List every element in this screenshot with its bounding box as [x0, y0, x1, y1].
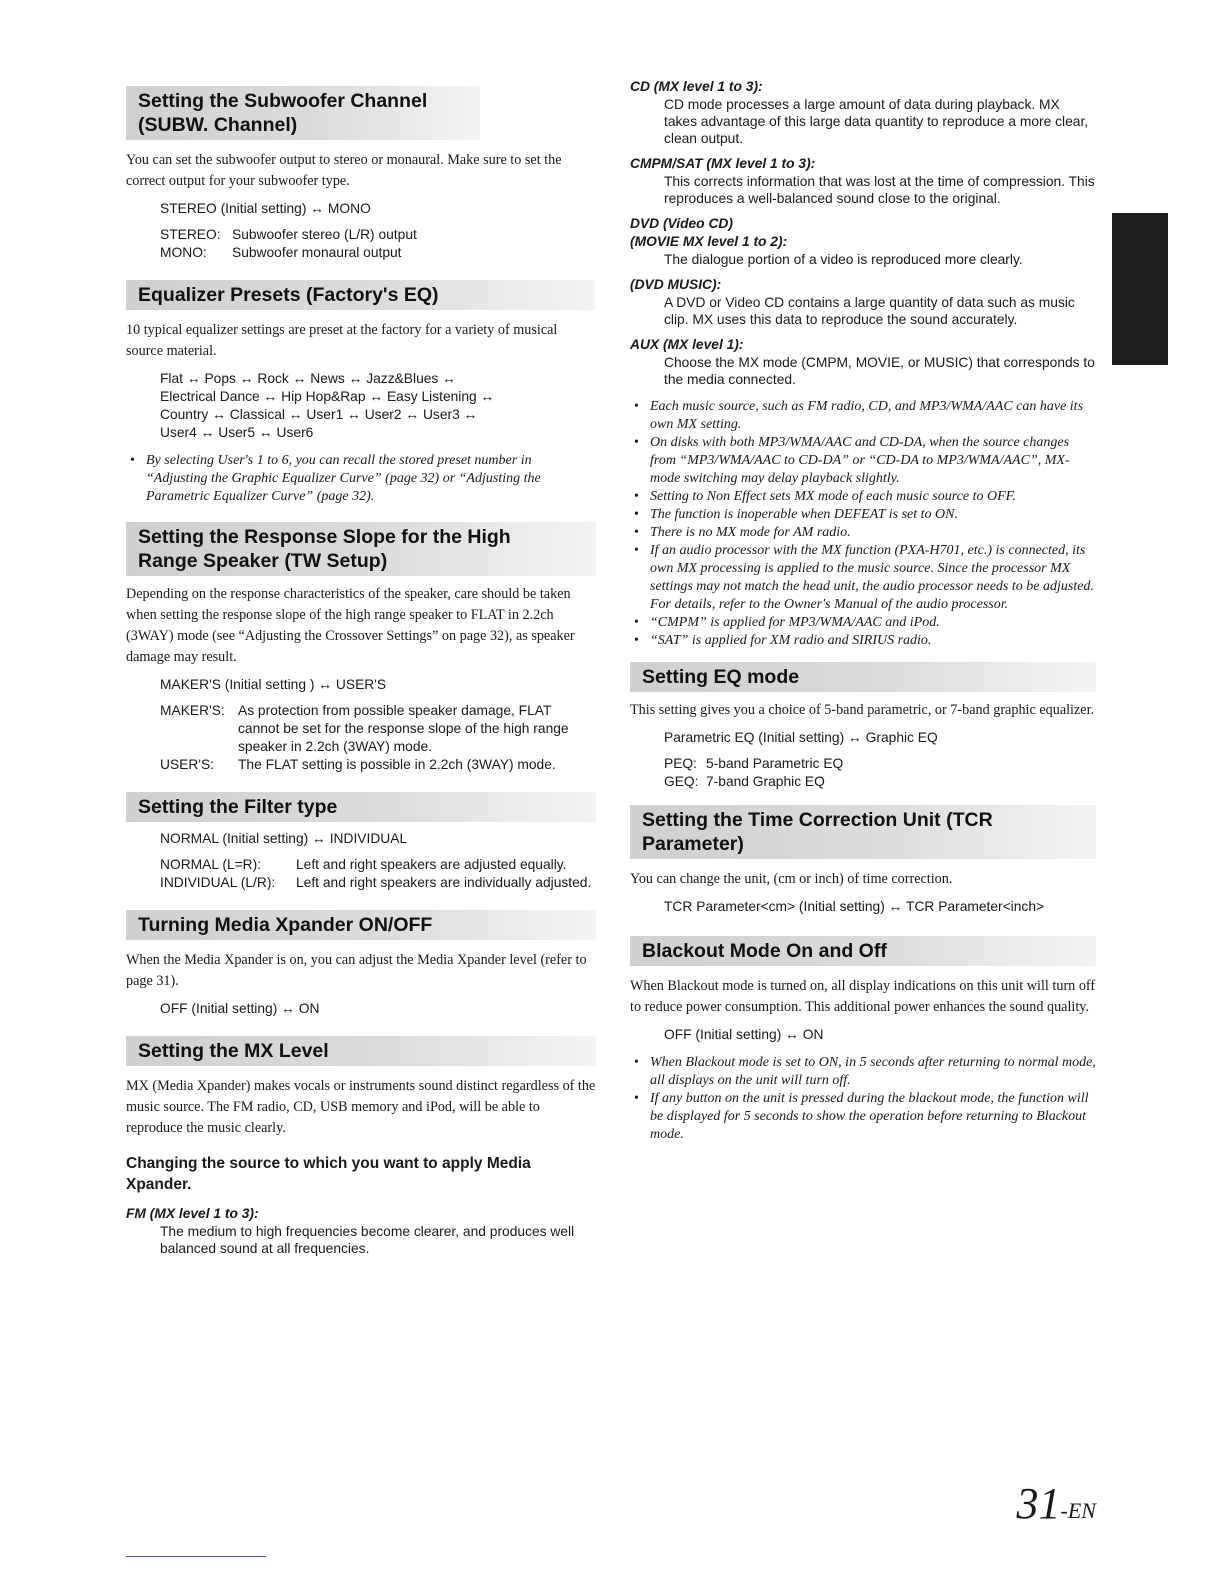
mx-level-subheading: Changing the source to which you want to apply Media Xpander.	[126, 1155, 531, 1193]
definition-term: NORMAL (L=R):	[160, 857, 262, 872]
level-label: (MOVIE MX level 1 to 2):	[630, 234, 788, 249]
definition-term: USER'S:	[160, 757, 215, 772]
note-item: • Each music source, such as FM radio, CD, and MP3/WMA/AAC can have its own MX setting.	[630, 398, 1096, 434]
note-item: • “SAT” is applied for XM radio and SIRIUS radio.	[630, 632, 1096, 650]
equalizer-body: 10 typical equalizer settings are preset at the factory for a variety of musical source material.	[126, 322, 558, 359]
mx-onoff-body: When the Media Xpander is on, you can adjust the Media Xpander level (refer to page 31).	[126, 952, 587, 989]
tw-body: Depending on the response characteristics of the speaker, care should be taken when setting the response slope of the high range speaker to FLAT in 2.2ch (3WAY) mode (see “Adjusting the Crossover Settings” on page 32), as speaker damage may result.	[126, 586, 575, 665]
note-item: • When Blackout mode is set to ON, in 5 seconds after returning to normal mode, all displays on the unit will turn off.	[630, 1054, 1096, 1090]
level-label: CD (MX level 1 to 3):	[630, 79, 763, 94]
note-item: • If any button on the unit is pressed during the blackout mode, the function will be displayed for 5 seconds to show the operation before returning to Blackout mode.	[630, 1090, 1096, 1144]
tcr-body: You can change the unit, (cm or inch) of time correction.	[630, 871, 953, 887]
preset-line: Flat ↔ Pops ↔ Rock ↔ News ↔ Jazz&Blues ↔	[160, 371, 456, 386]
filter-options: NORMAL (Initial setting) ↔ INDIVIDUAL	[160, 831, 408, 846]
note-item: • If an audio processor with the MX function (PXA-H701, etc.) is connected, its own MX processing is applied to the music source. Since the processor MX settings may not match the head unit, the audio processor needs to be adjusted. For details, refer to the Owner's Manual of the audio processor.	[630, 542, 1096, 614]
note-item: • By selecting User's 1 to 6, you can recall the stored preset number in “Adjusting the Graphic Equalizer Curve” (page 32) or “Adjusting the Parametric Equalizer Curve” (page 32).	[126, 452, 596, 506]
definition-term: INDIVIDUAL (L/R):	[160, 875, 276, 890]
definition-term: MONO:	[160, 245, 207, 260]
eq-mode-body: This setting gives you a choice of 5-band parametric, or 7-band graphic equalizer.	[630, 702, 1095, 718]
section-heading-blackout-mode: Blackout Mode On and Off	[630, 936, 1096, 966]
level-label: CMPM/SAT (MX level 1 to 3):	[630, 156, 816, 171]
level-label: AUX (MX level 1):	[630, 337, 744, 352]
definition-row	[160, 756, 596, 774]
eq-mode-options: Parametric EQ (Initial setting) ↔ Graphic EQ	[664, 730, 938, 745]
blackout-body: When Blackout mode is turned on, all display indications on this unit will turn off to reduce power consumption. This additional power enhances the sound quality.	[630, 978, 1096, 1015]
note-item: • The function is inoperable when DEFEAT is set to ON.	[630, 506, 1096, 524]
blackout-notes	[630, 1054, 1096, 1144]
definition-row	[160, 874, 596, 892]
section-heading-mx-level: Setting the MX Level	[126, 1036, 596, 1066]
definition-desc: Subwoofer stereo (L/R) output	[232, 227, 417, 242]
definition-row	[664, 755, 1096, 773]
definition-term: GEQ:	[664, 774, 699, 789]
tw-options: MAKER'S (Initial setting ) ↔ USER'S	[160, 677, 387, 692]
definition-term: STEREO:	[160, 227, 221, 242]
note-item: • Setting to Non Effect sets MX mode of each music source to OFF.	[630, 488, 1096, 506]
definition-term: PEQ:	[664, 756, 697, 771]
definition-desc: Left and right speakers are adjusted equally.	[296, 857, 567, 872]
heading-line: (SUBW. Channel)	[138, 114, 298, 136]
blackout-options: OFF (Initial setting) ↔ ON	[664, 1027, 824, 1042]
section-heading-tw-setup	[126, 522, 596, 576]
level-description: This corrects information that was lost at the time of compression. This reproduces a well-balanced sound close to the original.	[664, 174, 1095, 206]
definition-row	[160, 702, 596, 756]
page-number-suffix: -EN	[1060, 1498, 1096, 1523]
page-number-value: 31	[1016, 1479, 1061, 1528]
section-heading-subwoofer	[126, 86, 480, 140]
filter-definitions	[160, 856, 596, 892]
level-description: The dialogue portion of a video is reproduced more clearly.	[664, 252, 1023, 267]
mx-level-body: MX (Media Xpander) makes vocals or instruments sound distinct regardless of the music source. The FM radio, CD, USB memory and iPod, will be able to reproduce the music clearly.	[126, 1078, 596, 1136]
heading-line: Setting the Subwoofer Channel	[138, 90, 428, 112]
definition-desc: 5-band Parametric EQ	[706, 756, 844, 771]
mx-onoff-options: OFF (Initial setting) ↔ ON	[160, 1001, 320, 1016]
preset-line: Electrical Dance ↔ Hip Hop&Rap ↔ Easy Listening ↔	[160, 389, 495, 404]
tw-definitions	[160, 702, 596, 774]
note-item: • There is no MX mode for AM radio.	[630, 524, 1096, 542]
heading-line: Setting the Response Slope for the High	[138, 526, 511, 548]
level-label: FM (MX level 1 to 3):	[126, 1206, 259, 1221]
subwoofer-definitions	[160, 226, 596, 262]
definition-desc: Subwoofer monaural output	[232, 245, 402, 260]
note-item: • “CMPM” is applied for MP3/WMA/AAC and iPod.	[630, 614, 1096, 632]
level-label: (DVD MUSIC):	[630, 277, 722, 292]
equalizer-preset-list	[160, 370, 596, 442]
definition-row	[160, 244, 596, 262]
note-item: • On disks with both MP3/WMA/AAC and CD-DA, when the source changes from “MP3/WMA/AAC to CD-DA” or “CD-DA to MP3/WMA/AAC”, MX-mode switching may delay playback slightly.	[630, 434, 1096, 488]
footer-rule	[126, 1556, 266, 1557]
equalizer-notes	[126, 452, 596, 506]
chapter-tab-marker	[1112, 213, 1168, 365]
definition-desc: Left and right speakers are individually adjusted.	[296, 875, 592, 890]
definition-desc: 7-band Graphic EQ	[706, 774, 825, 789]
level-description: CD mode processes a large amount of data during playback. MX takes advantage of this large data quantity to reproduce a more clear, clean output.	[664, 97, 1089, 146]
mx-level-list	[630, 78, 1096, 388]
definition-row	[160, 856, 596, 874]
subwoofer-options: STEREO (Initial setting) ↔ MONO	[160, 201, 371, 216]
section-heading-eq-mode: Setting EQ mode	[630, 662, 1096, 692]
section-heading-filter-type: Setting the Filter type	[126, 792, 596, 822]
left-column	[126, 86, 596, 1257]
right-column	[630, 78, 1096, 1144]
subwoofer-body: You can set the subwoofer output to stereo or monaural. Make sure to set the correct output for your subwoofer type.	[126, 152, 562, 189]
heading-line: Parameter)	[642, 833, 744, 855]
section-heading-time-correction-unit	[630, 805, 1096, 859]
mx-notes	[630, 398, 1096, 650]
definition-row	[664, 773, 1096, 791]
heading-line: Setting the Time Correction Unit (TCR	[642, 809, 993, 831]
page-number	[1017, 1478, 1096, 1529]
preset-line: Country ↔ Classical ↔ User1 ↔ User2 ↔ User3 ↔	[160, 407, 478, 422]
section-heading-equalizer-presets: Equalizer Presets (Factory's EQ)	[126, 280, 595, 310]
level-description: Choose the MX mode (CMPM, MOVIE, or MUSIC) that corresponds to the media connected.	[664, 355, 1095, 387]
heading-line: Range Speaker (TW Setup)	[138, 550, 388, 572]
definition-desc: The FLAT setting is possible in 2.2ch (3WAY) mode.	[238, 757, 556, 772]
definition-desc: As protection from possible speaker damage, FLAT cannot be set for the response slope of the high range speaker in 2.2ch (3WAY) mode.	[238, 703, 569, 754]
level-description: A DVD or Video CD contains a large quantity of data such as music clip. MX uses this data to reproduce the sound accurately.	[664, 295, 1075, 327]
preset-line: User4 ↔ User5 ↔ User6	[160, 425, 314, 440]
tcr-options: TCR Parameter<cm> (Initial setting) ↔ TCR Parameter<inch>	[664, 899, 1045, 914]
section-heading-media-xpander-onoff: Turning Media Xpander ON/OFF	[126, 910, 596, 940]
eq-mode-definitions	[664, 755, 1096, 791]
level-label: DVD (Video CD)	[630, 216, 733, 231]
level-description: The medium to high frequencies become clearer, and produces well balanced sound at all frequencies.	[160, 1224, 575, 1256]
definition-row	[160, 226, 596, 244]
definition-term: MAKER'S:	[160, 703, 225, 718]
